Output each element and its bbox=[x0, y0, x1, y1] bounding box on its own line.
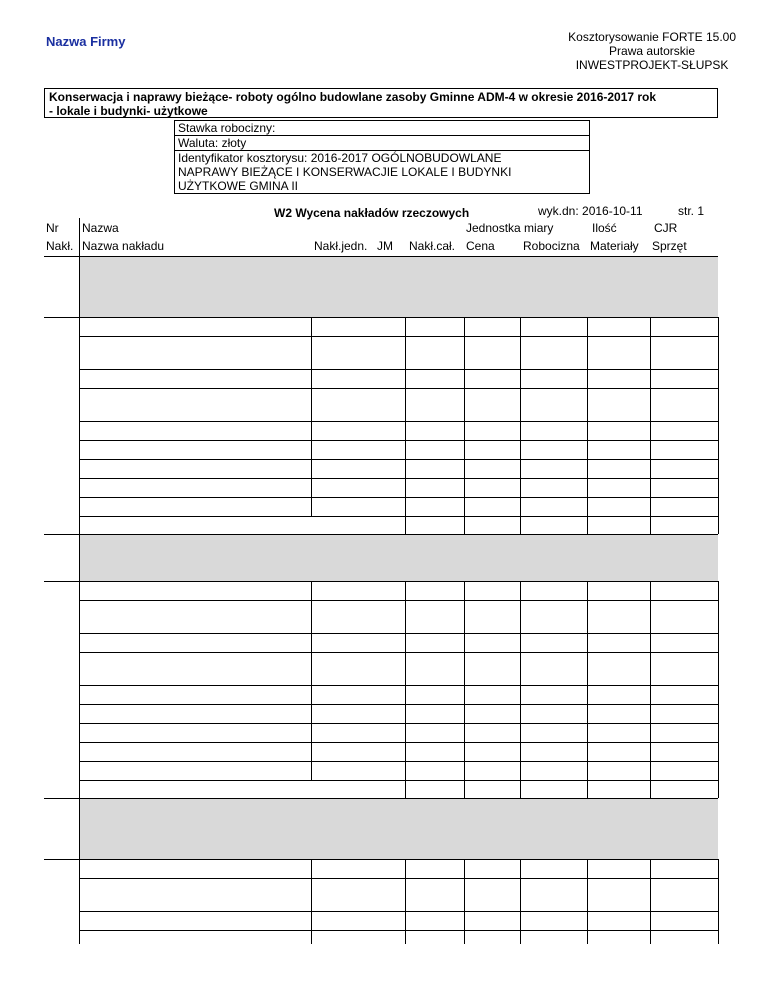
column-divider bbox=[718, 930, 719, 944]
column-divider bbox=[405, 421, 406, 440]
column-divider bbox=[520, 780, 521, 798]
column-divider bbox=[311, 581, 312, 600]
column-divider bbox=[464, 723, 465, 742]
column-divider bbox=[79, 761, 80, 780]
column-divider bbox=[718, 859, 719, 878]
column-divider bbox=[464, 317, 465, 336]
column-divider bbox=[464, 911, 465, 930]
column-divider bbox=[587, 859, 588, 878]
column-divider bbox=[79, 440, 80, 459]
column-divider bbox=[520, 878, 521, 911]
column-divider bbox=[587, 723, 588, 742]
column-divider bbox=[718, 600, 719, 633]
column-divider bbox=[311, 369, 312, 388]
identifier-line-2: NAPRAWY BIEŻĄCE I KONSERWACJIE LOKALE I BUDYNKI bbox=[178, 165, 512, 179]
column-divider bbox=[79, 878, 80, 911]
col-price: Cena bbox=[466, 239, 495, 253]
column-divider bbox=[718, 685, 719, 704]
column-divider bbox=[464, 421, 465, 440]
column-divider bbox=[718, 878, 719, 911]
column-divider bbox=[520, 930, 521, 944]
column-divider bbox=[464, 780, 465, 798]
column-divider bbox=[405, 497, 406, 516]
row-line bbox=[79, 516, 718, 517]
column-divider bbox=[520, 742, 521, 761]
col-materials: Materiały bbox=[590, 239, 639, 253]
column-divider bbox=[520, 761, 521, 780]
column-divider bbox=[587, 600, 588, 633]
column-divider bbox=[405, 369, 406, 388]
column-divider bbox=[718, 317, 719, 336]
column-divider bbox=[650, 780, 651, 798]
author-name: INWESTPROJEKT-SŁUPSK bbox=[575, 58, 729, 72]
row-line bbox=[79, 459, 718, 460]
title-line-1: Konserwacja i naprawy bieżące- roboty ogólno budowlane zasoby Gminne ADM-4 w okresie 2016-2017 rok bbox=[49, 90, 657, 104]
col-nakl: Nakł. bbox=[46, 239, 74, 253]
column-divider bbox=[587, 459, 588, 478]
column-divider bbox=[650, 761, 651, 780]
col-quantity: Ilość bbox=[592, 221, 617, 235]
column-divider bbox=[587, 742, 588, 761]
column-divider bbox=[311, 859, 312, 878]
column-divider bbox=[650, 600, 651, 633]
column-divider bbox=[464, 336, 465, 369]
column-divider bbox=[405, 742, 406, 761]
identifier-line-3: UŻYTKOWE GMINA II bbox=[178, 179, 299, 193]
row-line bbox=[79, 911, 718, 912]
column-divider bbox=[405, 911, 406, 930]
column-divider bbox=[79, 497, 80, 516]
column-divider bbox=[650, 581, 651, 600]
column-divider bbox=[79, 742, 80, 761]
column-divider bbox=[405, 878, 406, 911]
row-line bbox=[79, 369, 718, 370]
column-divider bbox=[587, 704, 588, 723]
column-divider bbox=[520, 652, 521, 685]
column-divider bbox=[464, 478, 465, 497]
software-name: Kosztorysowanie FORTE 15.00 bbox=[568, 30, 736, 44]
estimate-identifier bbox=[175, 151, 589, 193]
column-divider bbox=[79, 388, 80, 421]
column-divider bbox=[520, 369, 521, 388]
column-divider bbox=[718, 780, 719, 798]
column-divider bbox=[520, 459, 521, 478]
column-divider bbox=[405, 930, 406, 944]
column-divider bbox=[520, 478, 521, 497]
column-divider bbox=[520, 600, 521, 633]
column-divider bbox=[405, 336, 406, 369]
column-divider bbox=[650, 878, 651, 911]
column-divider bbox=[650, 459, 651, 478]
execution-date: wyk.dn: 2016-10-11 bbox=[538, 204, 643, 218]
column-divider bbox=[405, 685, 406, 704]
column-divider bbox=[650, 911, 651, 930]
column-divider bbox=[464, 440, 465, 459]
column-divider bbox=[79, 859, 80, 878]
column-divider bbox=[405, 780, 406, 798]
column-divider bbox=[718, 478, 719, 497]
column-divider bbox=[464, 652, 465, 685]
position-header-bg bbox=[80, 535, 718, 581]
column-divider bbox=[79, 516, 80, 534]
position-header-bg bbox=[80, 257, 718, 317]
column-divider bbox=[311, 930, 312, 944]
column-divider bbox=[718, 497, 719, 516]
column-divider bbox=[464, 685, 465, 704]
column-divider bbox=[718, 459, 719, 478]
column-divider bbox=[587, 388, 588, 421]
column-divider bbox=[587, 878, 588, 911]
column-divider bbox=[718, 369, 719, 388]
column-divider bbox=[464, 369, 465, 388]
column-divider bbox=[79, 652, 80, 685]
column-divider bbox=[718, 388, 719, 421]
estimate-title bbox=[44, 88, 718, 118]
column-divider bbox=[79, 704, 80, 723]
column-divider bbox=[311, 336, 312, 369]
column-divider bbox=[405, 859, 406, 878]
column-divider bbox=[587, 633, 588, 652]
column-divider bbox=[520, 704, 521, 723]
column-divider bbox=[79, 421, 80, 440]
column-divider bbox=[520, 516, 521, 534]
row-line bbox=[79, 440, 718, 441]
column-divider bbox=[464, 459, 465, 478]
column-divider bbox=[520, 336, 521, 369]
column-divider bbox=[464, 859, 465, 878]
column-divider bbox=[718, 911, 719, 930]
column-divider bbox=[650, 652, 651, 685]
column-divider bbox=[587, 930, 588, 944]
column-divider bbox=[464, 388, 465, 421]
column-divider bbox=[718, 633, 719, 652]
column-divider bbox=[587, 369, 588, 388]
column-divider bbox=[311, 911, 312, 930]
header-divider bbox=[79, 218, 80, 256]
column-divider bbox=[79, 930, 80, 944]
column-divider bbox=[405, 440, 406, 459]
column-divider bbox=[520, 911, 521, 930]
title-line-2: - lokale i budynki- użytkowe bbox=[49, 104, 208, 118]
column-divider bbox=[79, 535, 80, 581]
column-divider bbox=[650, 421, 651, 440]
column-divider bbox=[718, 421, 719, 440]
column-divider bbox=[311, 459, 312, 478]
column-divider bbox=[718, 704, 719, 723]
column-divider bbox=[520, 723, 521, 742]
row-line bbox=[79, 878, 718, 879]
column-divider bbox=[650, 685, 651, 704]
column-divider bbox=[587, 317, 588, 336]
column-divider bbox=[520, 317, 521, 336]
column-divider bbox=[405, 633, 406, 652]
col-resource-name: Nazwa nakładu bbox=[82, 239, 165, 253]
column-divider bbox=[650, 633, 651, 652]
column-divider bbox=[79, 685, 80, 704]
row-line bbox=[79, 478, 718, 479]
column-divider bbox=[79, 799, 80, 859]
column-divider bbox=[311, 600, 312, 633]
column-divider bbox=[718, 742, 719, 761]
col-unit-input: Nakł.jedn. bbox=[314, 239, 368, 253]
column-divider bbox=[587, 761, 588, 780]
column-divider bbox=[405, 388, 406, 421]
col-jm: JM bbox=[377, 239, 393, 253]
column-divider bbox=[718, 581, 719, 600]
column-divider bbox=[311, 317, 312, 336]
column-divider bbox=[405, 761, 406, 780]
column-divider bbox=[587, 516, 588, 534]
column-divider bbox=[311, 633, 312, 652]
col-cjr: CJR bbox=[654, 221, 678, 235]
column-divider bbox=[405, 459, 406, 478]
column-divider bbox=[311, 742, 312, 761]
position-header-line bbox=[44, 581, 718, 582]
column-divider bbox=[311, 723, 312, 742]
column-divider bbox=[464, 878, 465, 911]
column-divider bbox=[79, 459, 80, 478]
column-divider bbox=[311, 652, 312, 685]
column-divider bbox=[650, 369, 651, 388]
column-divider bbox=[718, 440, 719, 459]
row-line bbox=[79, 761, 718, 762]
position-header-line bbox=[44, 859, 718, 860]
column-divider bbox=[587, 911, 588, 930]
column-divider bbox=[650, 704, 651, 723]
labor-rate: Stawka robocizny: bbox=[175, 121, 589, 136]
estimate-info-box bbox=[174, 120, 590, 194]
row-line bbox=[79, 780, 718, 781]
column-divider bbox=[464, 930, 465, 944]
column-divider bbox=[79, 723, 80, 742]
column-divider bbox=[587, 421, 588, 440]
column-divider bbox=[520, 440, 521, 459]
row-line bbox=[79, 633, 718, 634]
column-divider bbox=[464, 497, 465, 516]
column-divider bbox=[718, 652, 719, 685]
software-info bbox=[568, 30, 736, 72]
column-divider bbox=[79, 257, 80, 317]
column-divider bbox=[405, 581, 406, 600]
row-line bbox=[79, 685, 718, 686]
column-divider bbox=[79, 336, 80, 369]
column-divider bbox=[79, 369, 80, 388]
column-divider bbox=[587, 478, 588, 497]
column-divider bbox=[311, 497, 312, 516]
column-divider bbox=[650, 516, 651, 534]
column-divider bbox=[650, 440, 651, 459]
column-divider bbox=[650, 930, 651, 944]
column-divider bbox=[464, 742, 465, 761]
identifier-line-1: Identyfikator kosztorysu: 2016-2017 OGÓLNOBUDOWLANE bbox=[178, 151, 502, 165]
column-divider bbox=[520, 581, 521, 600]
column-divider bbox=[311, 761, 312, 780]
column-divider bbox=[464, 761, 465, 780]
column-divider bbox=[650, 317, 651, 336]
currency: Waluta: złoty bbox=[175, 136, 589, 151]
column-divider bbox=[79, 478, 80, 497]
column-divider bbox=[718, 516, 719, 534]
report-title: W2 Wycena nakładów rzeczowych bbox=[274, 206, 470, 220]
column-divider bbox=[79, 633, 80, 652]
column-divider bbox=[587, 780, 588, 798]
column-divider bbox=[311, 440, 312, 459]
col-name: Nazwa bbox=[82, 221, 119, 235]
column-divider bbox=[650, 336, 651, 369]
column-divider bbox=[650, 859, 651, 878]
column-divider bbox=[587, 685, 588, 704]
column-divider bbox=[520, 633, 521, 652]
col-unit-header: Jednostka miary bbox=[466, 221, 554, 235]
column-divider bbox=[718, 723, 719, 742]
column-divider bbox=[587, 581, 588, 600]
column-divider bbox=[520, 388, 521, 421]
column-divider bbox=[520, 685, 521, 704]
column-divider bbox=[718, 336, 719, 369]
column-divider bbox=[405, 516, 406, 534]
company-name: Nazwa Firmy bbox=[46, 34, 126, 49]
column-divider bbox=[464, 704, 465, 723]
row-line bbox=[79, 704, 718, 705]
row-line bbox=[79, 421, 718, 422]
column-divider bbox=[650, 478, 651, 497]
column-divider bbox=[79, 581, 80, 600]
column-divider bbox=[520, 497, 521, 516]
column-divider bbox=[405, 652, 406, 685]
column-divider bbox=[311, 421, 312, 440]
column-divider bbox=[464, 516, 465, 534]
column-divider bbox=[79, 911, 80, 930]
position-header-line bbox=[44, 317, 718, 318]
column-divider bbox=[587, 336, 588, 369]
column-divider bbox=[311, 685, 312, 704]
column-divider bbox=[464, 581, 465, 600]
row-line bbox=[79, 600, 718, 601]
col-total-input: Nakł.cał. bbox=[409, 239, 456, 253]
column-divider bbox=[650, 388, 651, 421]
row-line bbox=[79, 497, 718, 498]
column-divider bbox=[405, 478, 406, 497]
row-line bbox=[79, 336, 718, 337]
column-divider bbox=[311, 704, 312, 723]
col-nr: Nr bbox=[46, 221, 59, 235]
column-divider bbox=[718, 761, 719, 780]
column-divider bbox=[405, 704, 406, 723]
column-divider bbox=[464, 633, 465, 652]
row-line bbox=[79, 652, 718, 653]
column-divider bbox=[79, 600, 80, 633]
column-divider bbox=[405, 723, 406, 742]
row-line bbox=[79, 930, 718, 931]
position-header-bg bbox=[80, 799, 718, 859]
row-line bbox=[79, 723, 718, 724]
column-divider bbox=[405, 600, 406, 633]
column-divider bbox=[311, 478, 312, 497]
column-divider bbox=[650, 497, 651, 516]
column-divider bbox=[405, 317, 406, 336]
column-divider bbox=[587, 440, 588, 459]
column-divider bbox=[650, 723, 651, 742]
column-divider bbox=[79, 317, 80, 336]
column-divider bbox=[587, 497, 588, 516]
column-divider bbox=[520, 421, 521, 440]
rights-label: Prawa autorskie bbox=[609, 44, 696, 58]
column-divider bbox=[464, 600, 465, 633]
col-equipment: Sprzęt bbox=[652, 239, 687, 253]
page-number: str. 1 bbox=[678, 204, 705, 218]
column-divider bbox=[520, 859, 521, 878]
row-line bbox=[79, 388, 718, 389]
col-labor: Robocizna bbox=[523, 239, 580, 253]
column-divider bbox=[587, 652, 588, 685]
column-divider bbox=[311, 388, 312, 421]
column-divider bbox=[311, 878, 312, 911]
column-divider bbox=[79, 780, 80, 798]
column-divider bbox=[650, 742, 651, 761]
row-line bbox=[79, 742, 718, 743]
